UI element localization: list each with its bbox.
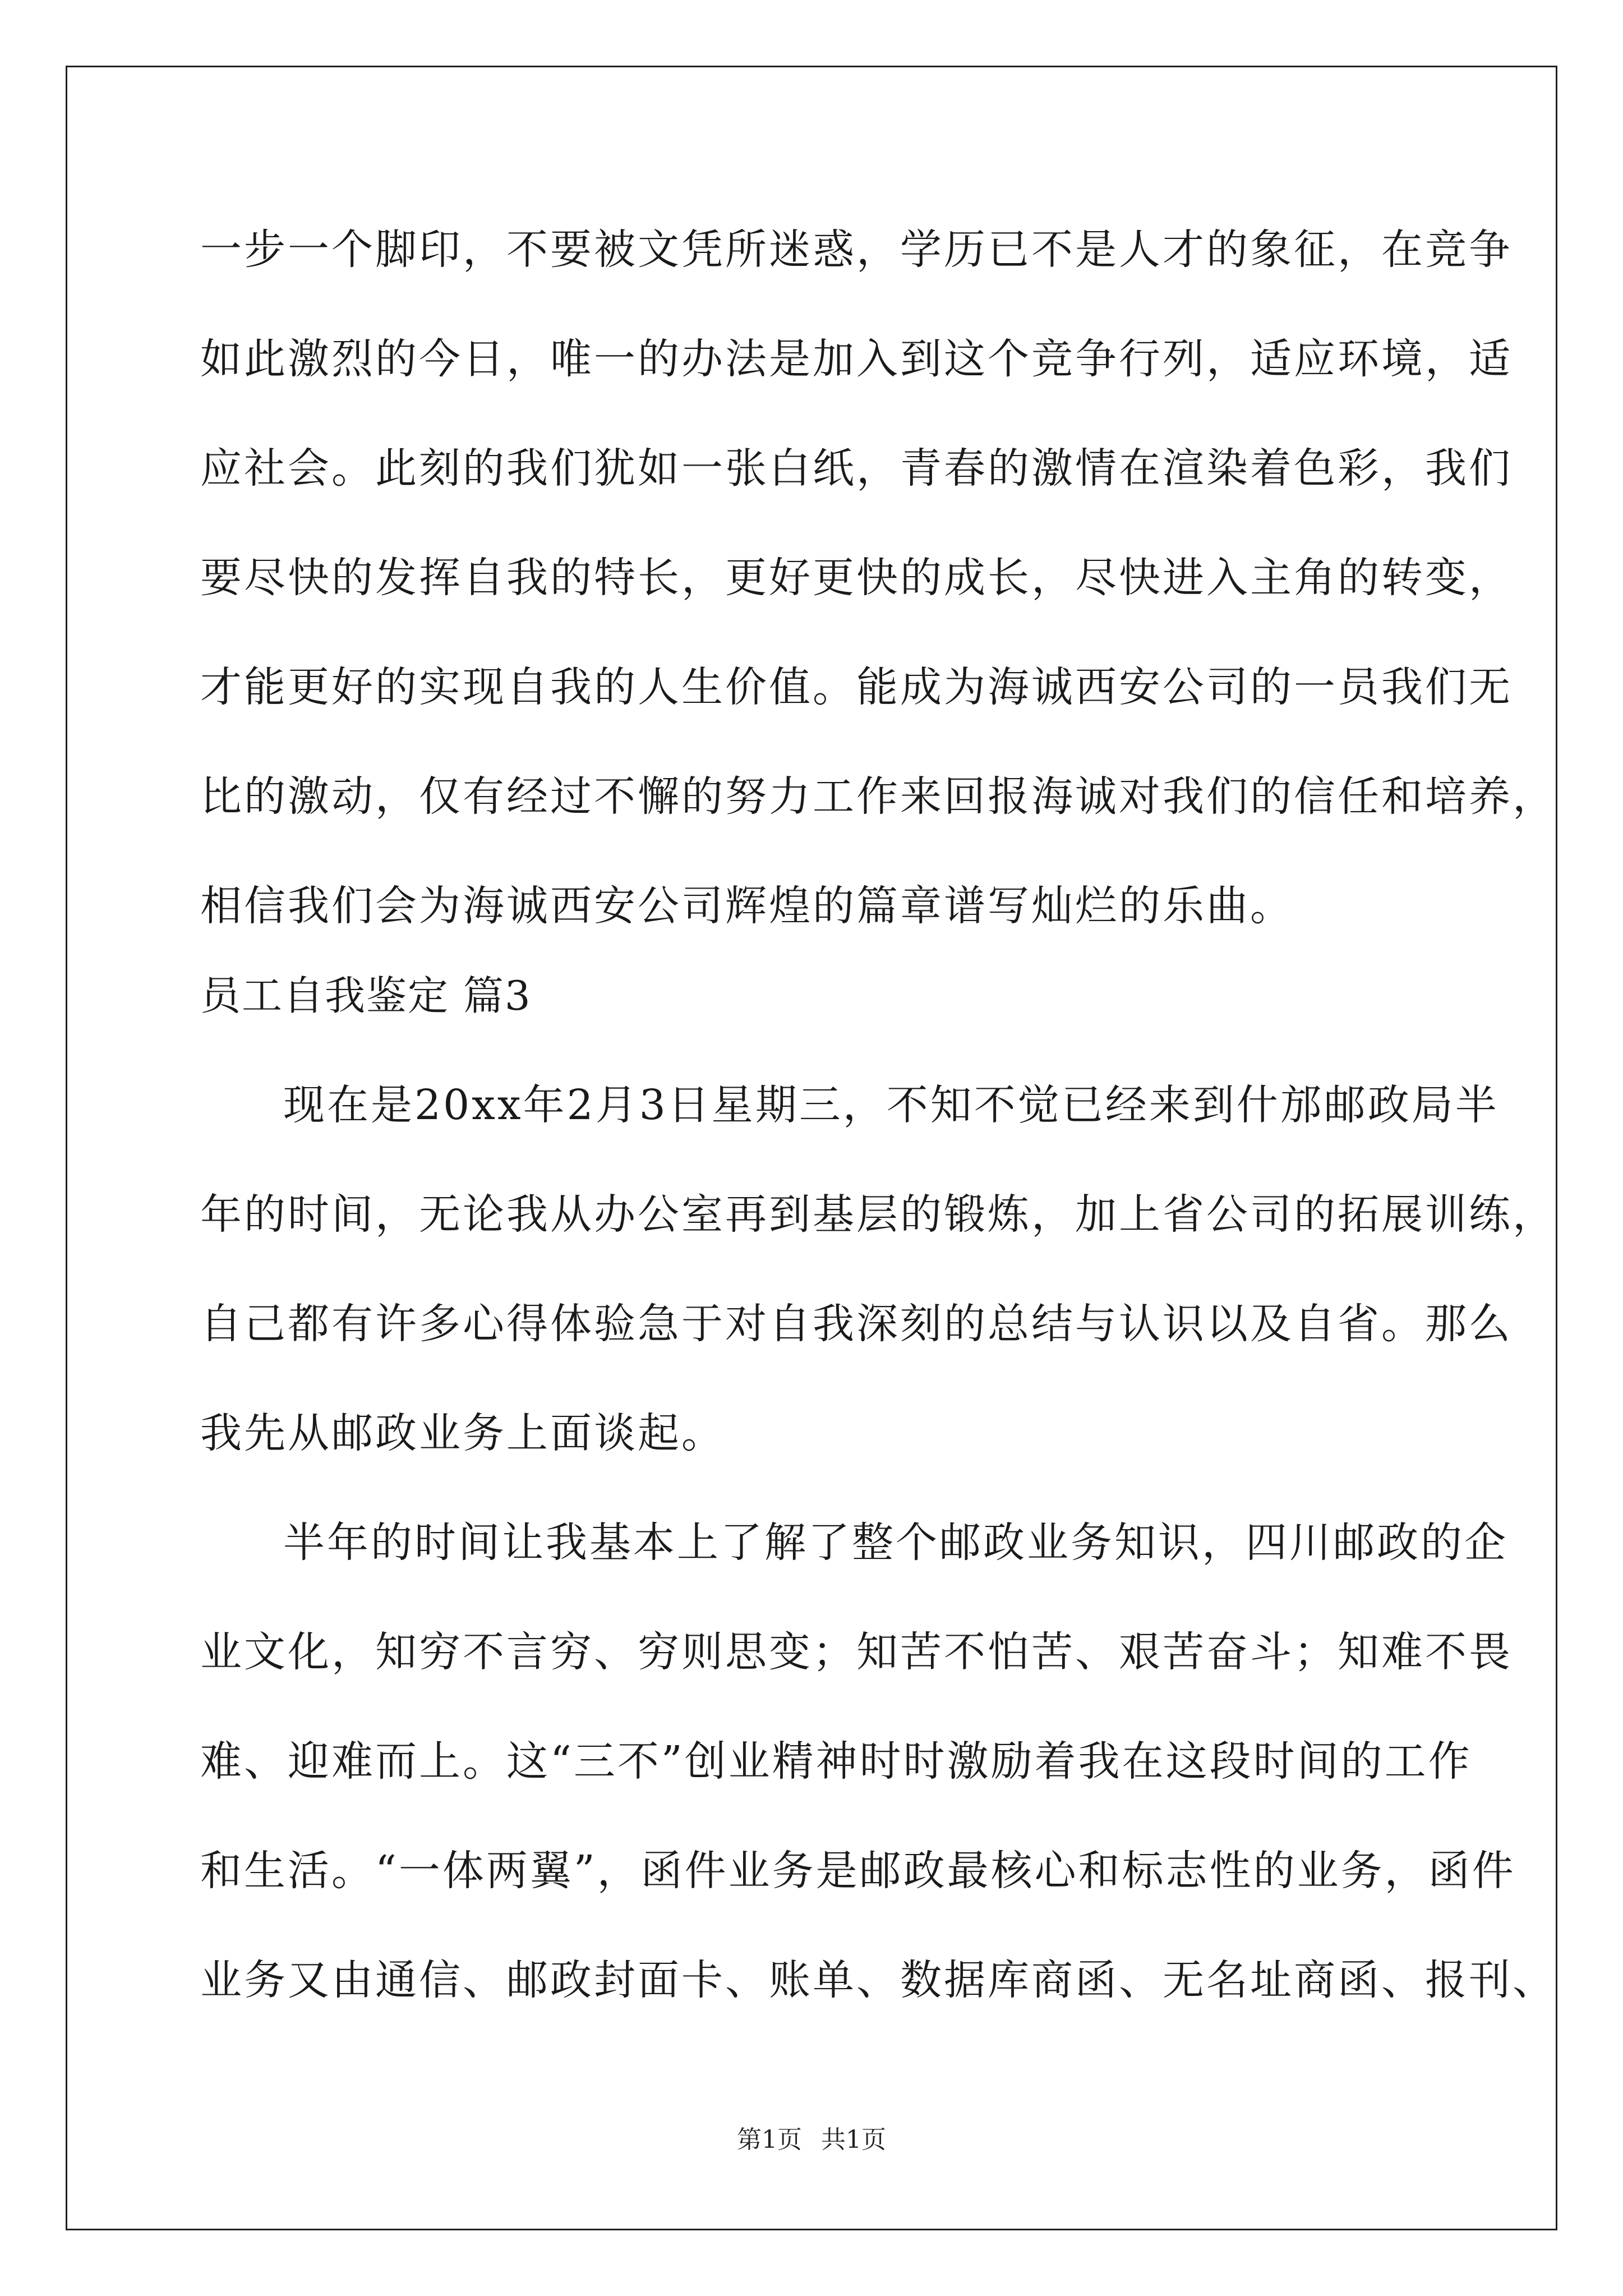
text-line: 难、迎难而上。这“三不”创业精神时时激励着我在这段时间的工作 [200, 1737, 1472, 1786]
text-line: 我先从邮政业务上面谈起。 [200, 1409, 725, 1457]
text-line: 才能更好的实现自我的人生价值。能成为海诚西安公司的一员我们无 [200, 663, 1513, 711]
page-number-total: 共1页 [821, 2125, 886, 2154]
text-line: 应社会。此刻的我们犹如一张白纸，青春的激情在渲染着色彩，我们 [200, 444, 1513, 493]
text-line: 业务又由通信、邮政封面卡、账单、数据库商函、无名址商函、报刊、 [200, 1956, 1556, 2004]
section-heading: 员工自我鉴定 篇3 [200, 972, 532, 1019]
text-line: 自己都有许多心得体验急于对自我深刻的总结与认识以及自省。那么 [200, 1300, 1513, 1348]
text-line: 业文化，知穷不言穷、穷则思变；知苦不怕苦、艰苦奋斗；知难不畏 [200, 1628, 1513, 1676]
text-line: 一步一个脚印，不要被文凭所迷惑，学历已不是人才的象征，在竞争 [200, 226, 1513, 274]
page-footer [0, 2123, 1623, 2157]
text-line: 和生活。“一体两翼”，函件业务是邮政最核心和标志性的业务，函件 [200, 1847, 1516, 1895]
text-line: 如此激烈的今日，唯一的办法是加入到这个竞争行列，适应环境，适 [200, 335, 1513, 383]
text-line: 半年的时间让我基本上了解了整个邮政业务知识，四川邮政的企 [283, 1519, 1508, 1567]
text-line: 要尽快的发挥自我的特长，更好更快的成长，尽快进入主角的转变， [200, 554, 1513, 602]
text-line: 现在是20xx年2月3日星期三，不知不觉已经来到什邡邮政局半 [283, 1081, 1499, 1129]
text-line: 比的激动，仅有经过不懈的努力工作来回报海诚对我们的信任和培养， [200, 772, 1556, 821]
text-line: 相信我们会为海诚西安公司辉煌的篇章谱写灿烂的乐曲。 [200, 882, 1294, 930]
page-border [66, 66, 1557, 2230]
page-number-current: 第1页 [737, 2125, 802, 2154]
text-line: 年的时间，无论我从办公室再到基层的锻炼，加上省公司的拓展训练， [200, 1190, 1556, 1239]
